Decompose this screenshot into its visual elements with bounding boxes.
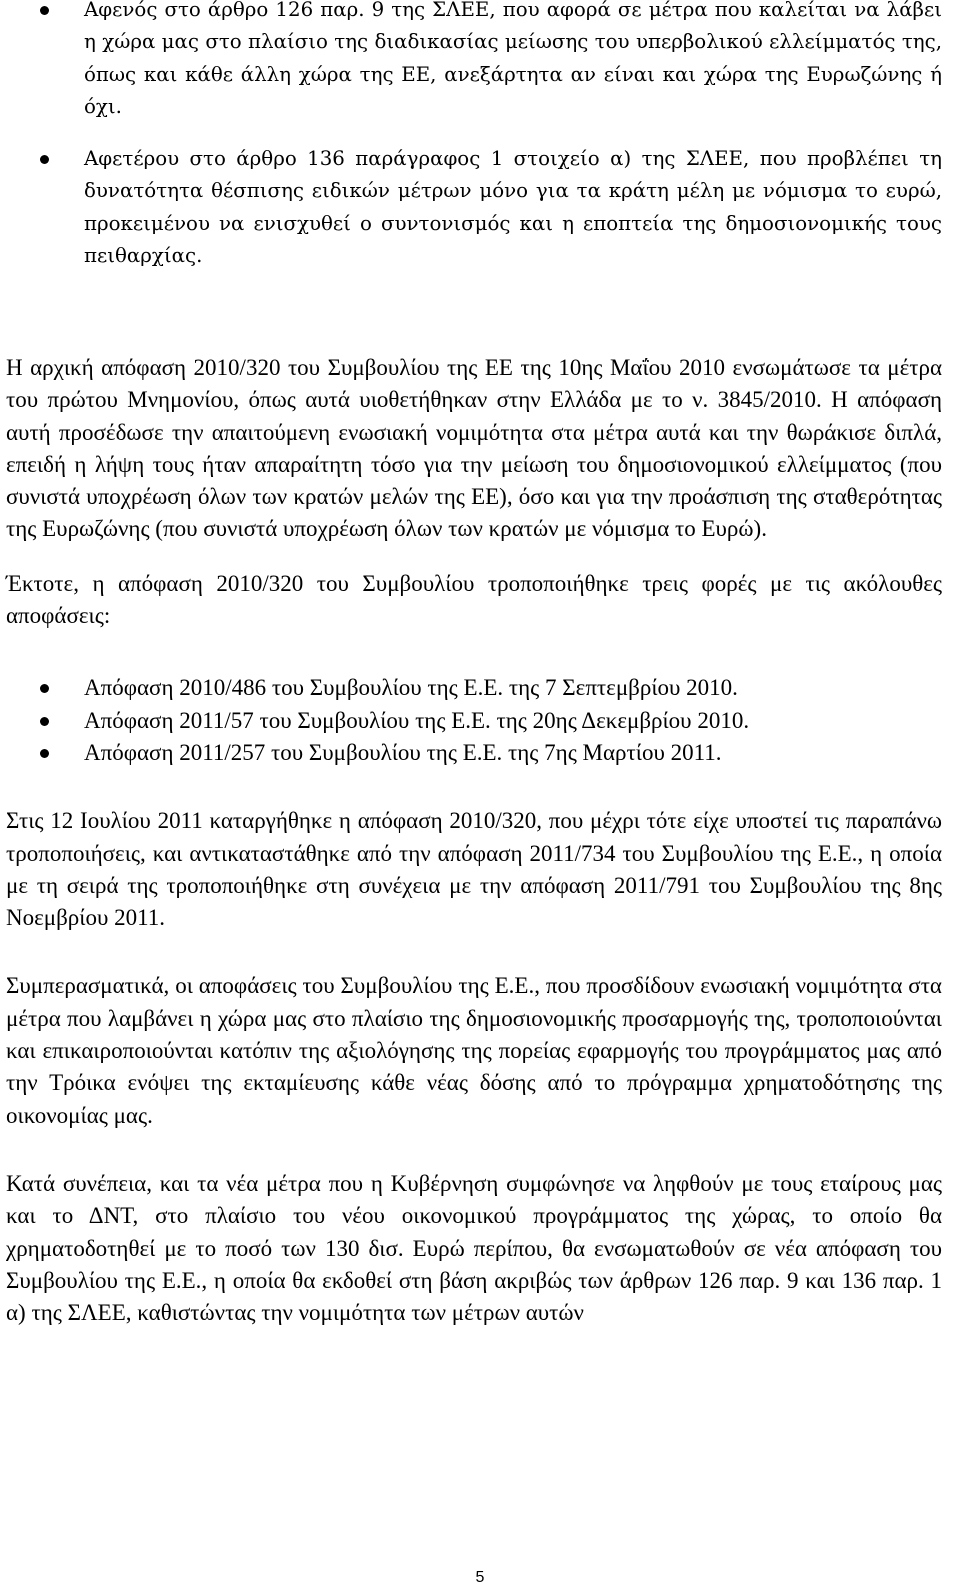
bullet-icon (40, 6, 49, 15)
paragraph: Κατά συνέπεια, και τα νέα μέτρα που η Κυβέρνηση συμφώνησε να ληφθούν με τους εταίρους μας και το ΔΝΤ, στο πλαίσιο του νέου οικονομικού προγράμματος της χώρας, το οποίο θα χρηματοδοτηθεί με το ποσό των 130 δισ. Ευρώ περίπου, θα ενσωματωθούν σε νέα απόφαση του Συμβουλίου της Ε.Ε., η οποία θα εκδοθεί στη βάση ακριβώς των άρθρων 126 παρ. 9 και 136 παρ. 1 α) της ΣΛΕΕ, καθιστώντας την νομιμότητα των μέτρων αυτών (6, 1170, 942, 1326)
bullet-text: Αφενός στο άρθρο 126 παρ. 9 της ΣΛΕΕ, που αφορά σε μέτρα που καλείται να λάβει η χώρα μας στο πλαίσιο της διαδικασίας μείωσης του υπερβολικού ελλείμματός της, όπως και κάθε άλλη χώρα της ΕΕ, ανεξάρτητα αν είναι και χώρα της Ευρωζώνης ή όχι. (84, 0, 942, 118)
spacer (6, 632, 942, 672)
list-item (6, 705, 942, 737)
bullet-text: Αφετέρου στο άρθρο 136 παράγραφος 1 στοιχείο α) της ΣΛΕΕ, που προβλέπει τη δυνατότητα θέσπισης ειδικών μέτρων μόνο για τα κράτη μέλη με νόμισμα το ευρώ, προκειμένου να ενισχυθεί ο συντονισμός και η εποπτεία της δημοσιονομικής τους πειθαρχίας. (84, 147, 942, 268)
spacer (6, 546, 942, 568)
list-spacer (6, 123, 942, 143)
spacer (6, 934, 942, 970)
paragraph: Έκτοτε, η απόφαση 2010/320 του Συμβουλίου τροποποιήθηκε τρεις φορές με τις ακόλουθες αποφάσεις: (6, 570, 942, 629)
legal-basis-list (6, 0, 942, 272)
list-item (6, 143, 942, 272)
decision-text: Απόφαση 2011/57 του Συμβουλίου της Ε.Ε. της 20ης Δεκεμβρίου 2010. (84, 707, 750, 733)
paragraph: Συμπερασματικά, οι αποφάσεις του Συμβουλίου της Ε.Ε., που προσδίδουν ενωσιακή νομιμότητα στα μέτρα που λαμβάνει η χώρα μας στο πλαίσιο της δημοσιονομικής προσαρμογής της, τροποποιούνται και επικαιροποιούνται κατόπιν της αξιολόγησης της πορείας εφαρμογής του προγράμματος μας από την Τρόικα ενόψει της εκταμίευσης κάθε νέας δόσης από το πρόγραμμα χρηματοδότησης της οικονομίας μας. (6, 973, 942, 1128)
bullet-icon (40, 684, 49, 693)
decision-text: Απόφαση 2011/257 του Συμβουλίου της Ε.Ε. της 7ης Μαρτίου 2011. (84, 739, 722, 765)
decision-text: Απόφαση 2010/486 του Συμβουλίου της Ε.Ε. της 7 Σεπτεμβρίου 2010. (84, 675, 738, 701)
bullet-icon (40, 717, 49, 726)
page-number: 5 (475, 1569, 485, 1586)
list-item (6, 737, 942, 769)
spacer (6, 1132, 942, 1168)
list-item (6, 0, 942, 123)
lower-text-block (6, 352, 942, 1329)
spacer (6, 769, 942, 805)
list-item (6, 672, 942, 704)
decisions-list (6, 672, 942, 769)
bullet-icon (40, 155, 49, 164)
paragraph: Η αρχική απόφαση 2010/320 του Συμβουλίου της ΕΕ της 10ης Μαΐου 2010 ενσωμάτωσε τα μέτρα του πρώτου Μνημονίου, όπως αυτά υιοθετήθηκαν στην Ελλάδα με το ν. 3845/2010. Η απόφαση αυτή προσέδωσε την απαιτούμενη ενωσιακή νομιμότητα στα μέτρα αυτά και την θωράκισε διπλά, επειδή η λήψη τους ήταν απαραίτητη τόσο για την μείωση του δημοσιονομικού ελλείμματος (που συνιστά υποχρέωση όλων των κρατών μελών της ΕΕ), όσο και για την προάσπιση της σταθερότητας της Ευρωζώνης (που συνιστά υποχρέωση όλων των κρατών με νόμισμα το Ευρώ). (6, 355, 942, 542)
paragraph: Στις 12 Ιουλίου 2011 καταργήθηκε η απόφαση 2010/320, που μέχρι τότε είχε υποστεί τις παραπάνω τροποποιήσεις, και αντικαταστάθηκε από την απόφαση 2011/734 του Συμβουλίου της Ε.Ε., η οποία με τη σειρά της τροποποιήθηκε στη συνέχεια με την απόφαση 2011/791 του Συμβουλίου της 8ης Νοεμβρίου 2011. (6, 808, 942, 931)
bullet-icon (40, 749, 49, 758)
upper-text-block (6, 0, 942, 272)
